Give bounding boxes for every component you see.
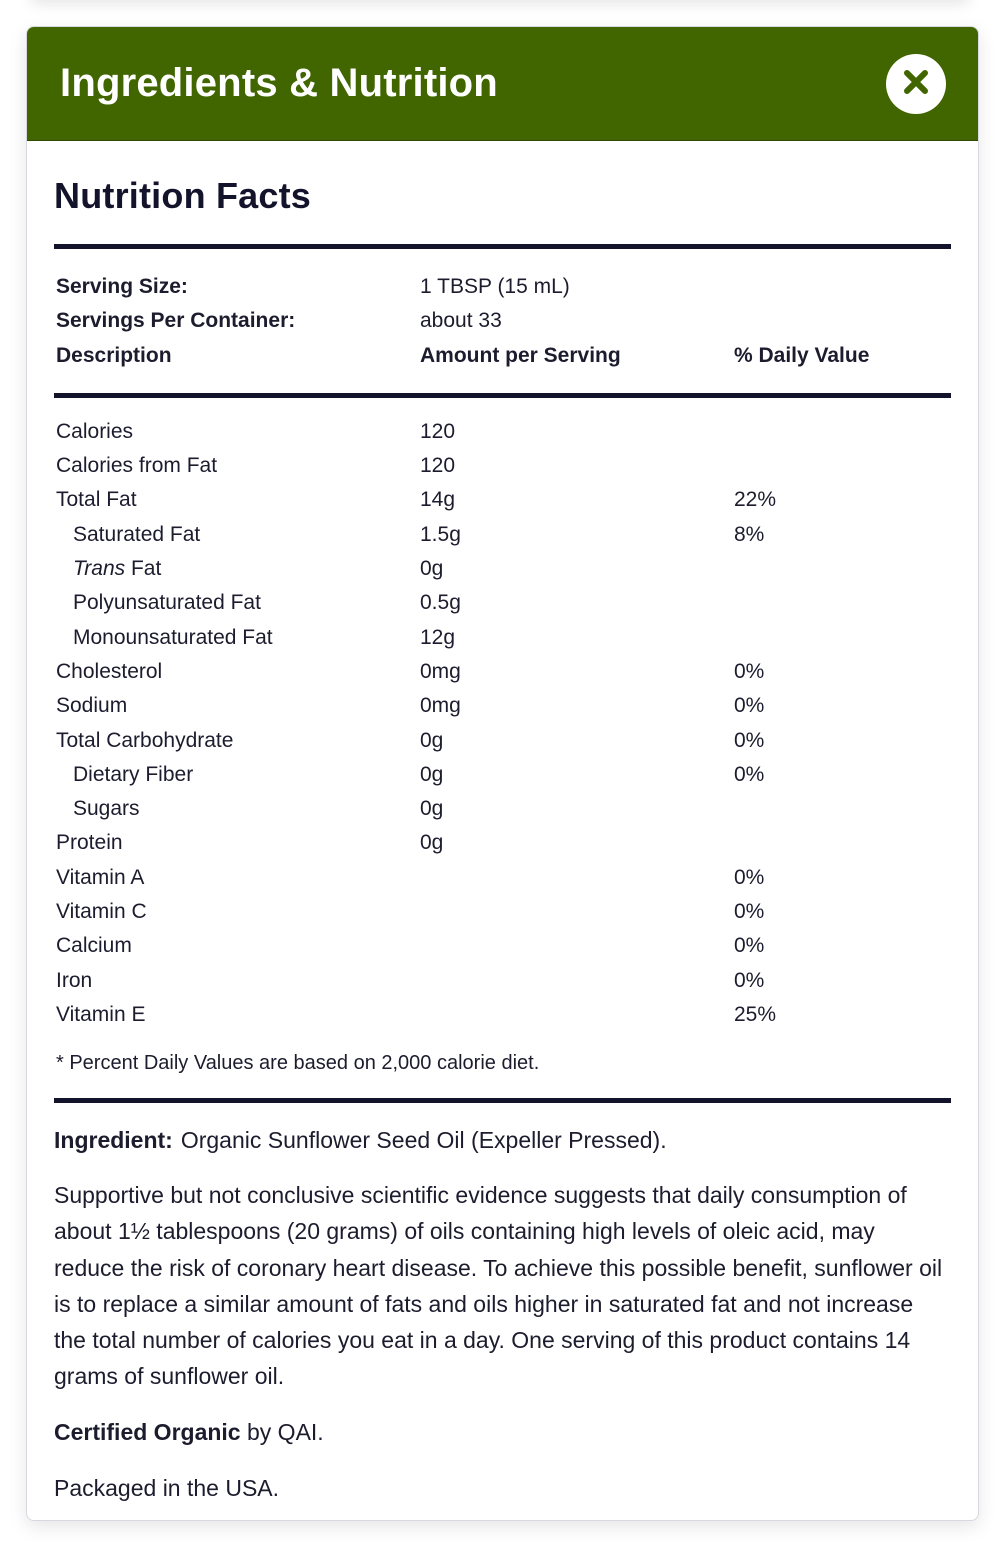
nutrient-amount: 1.5g xyxy=(420,522,461,546)
nutrient-amount: 14g xyxy=(420,488,456,512)
table-row xyxy=(56,449,949,483)
nutrient-dv: 22% xyxy=(734,488,777,512)
nutrient-dv: 0% xyxy=(734,900,765,924)
nutrient-name: Saturated Fat xyxy=(73,522,201,546)
nutrient-dv xyxy=(734,586,949,620)
nutrient-name: Vitamin A xyxy=(56,865,145,889)
nutrient-name: Calories xyxy=(56,419,134,443)
nutrient-dv: 0% xyxy=(734,865,765,889)
nutrient-dv: 0% xyxy=(734,728,765,752)
nutrient-dv xyxy=(734,552,949,586)
ingredient-value: Organic Sunflower Seed Oil (Expeller Pressed). xyxy=(180,1127,667,1154)
nutrient-dv: 0% xyxy=(734,968,765,992)
ingredient-label: Ingredient: xyxy=(54,1127,173,1154)
nutrient-name: Total Fat xyxy=(56,488,137,512)
nutrient-amount: 0.5g xyxy=(420,591,461,615)
table-row xyxy=(56,415,949,449)
nutrient-amount xyxy=(420,964,734,998)
serving-size-value: 1 TBSP (15 mL) xyxy=(420,275,570,298)
nutrient-name-italic: Trans xyxy=(73,557,126,581)
close-x-icon xyxy=(903,69,929,98)
nutrient-name: Monounsaturated Fat xyxy=(73,625,273,649)
nutrient-amount: 0g xyxy=(420,797,444,821)
modal-title: Ingredients & Nutrition xyxy=(60,61,498,105)
nutrient-amount: 0g xyxy=(420,728,444,752)
table-row xyxy=(56,689,949,723)
nutrient-name: Dietary Fiber xyxy=(73,762,194,786)
nutrient-name: Calories from Fat xyxy=(56,454,218,478)
close-button[interactable] xyxy=(886,54,946,114)
nutrient-name: Total Carbohydrate xyxy=(56,728,234,752)
nutrient-dv: 0% xyxy=(734,934,765,958)
column-header-daily-value: % Daily Value xyxy=(734,343,870,367)
servings-per-container-row xyxy=(56,304,949,338)
serving-size-label: Serving Size: xyxy=(56,275,188,298)
nutrient-name: Vitamin C xyxy=(56,900,147,924)
table-row xyxy=(56,792,949,826)
nutrient-table xyxy=(54,398,951,1032)
modal-header xyxy=(27,27,978,141)
nutrient-name: Sugars xyxy=(73,797,140,821)
certification-line xyxy=(54,1414,951,1450)
table-row xyxy=(56,758,949,792)
table-row xyxy=(56,895,949,929)
nutrient-name xyxy=(56,552,420,586)
nutrient-dv xyxy=(734,792,949,826)
nutrient-name-rest: Fat xyxy=(125,557,162,581)
column-header-description: Description xyxy=(56,343,172,367)
nutrient-amount xyxy=(420,861,734,895)
column-header-amount: Amount per Serving xyxy=(420,343,621,367)
nutrient-dv: 0% xyxy=(734,762,765,786)
table-row xyxy=(56,861,949,895)
ingredients-nutrition-modal xyxy=(26,26,979,1521)
nutrient-name: Cholesterol xyxy=(56,659,163,683)
nutrient-dv xyxy=(734,415,949,449)
servings-per-container-label: Servings Per Container: xyxy=(56,309,296,333)
nutrient-name: Calcium xyxy=(56,934,132,958)
nutrition-facts-title: Nutrition Facts xyxy=(54,175,312,216)
nutrient-dv: 0% xyxy=(734,694,765,718)
nutrient-amount: 12g xyxy=(420,625,456,649)
nutrient-name: Iron xyxy=(56,968,93,992)
table-row xyxy=(56,826,949,860)
table-row xyxy=(56,483,949,517)
nutrient-amount xyxy=(420,895,734,929)
nutrient-dv: 8% xyxy=(734,522,765,546)
packaged-in-text: Packaged in the USA. xyxy=(54,1475,280,1502)
nutrient-name: Sodium xyxy=(56,694,128,718)
nutrient-dv: 25% xyxy=(734,1002,777,1026)
nutrient-name: Vitamin E xyxy=(56,1002,146,1026)
column-header-row xyxy=(56,339,949,373)
modal-body xyxy=(27,141,978,1506)
certifier-text: by QAI. xyxy=(240,1419,324,1446)
nutrient-amount: 0g xyxy=(420,557,444,581)
nutrient-amount xyxy=(420,929,734,963)
table-row xyxy=(56,621,949,655)
nutrient-dv xyxy=(734,449,949,483)
nutrient-name: Polyunsaturated Fat xyxy=(73,591,261,615)
serving-info xyxy=(54,249,951,393)
nutrient-amount: 120 xyxy=(420,454,456,478)
health-claim-text: Supportive but not conclusive scientific evidence suggests that daily consumption of about 1½ tablespoons (20 grams) of oils containing high levels of oleic acid, may reduce the risk of coronary heart disease. To achieve this possible benefit, sunflower oil is to replace a similar amount of fats and oils higher in saturated fat and not increase the total number of calories you eat in a day. One serving of this product contains 14 grams of sunflower oil. xyxy=(54,1182,943,1390)
table-row xyxy=(56,552,949,586)
table-row xyxy=(56,929,949,963)
nutrient-dv xyxy=(734,621,949,655)
certified-organic-label: Certified Organic xyxy=(54,1419,241,1446)
table-row xyxy=(56,724,949,758)
nutrient-name: Protein xyxy=(56,831,123,855)
servings-per-container-value: about 33 xyxy=(420,309,502,333)
nutrient-amount: 120 xyxy=(420,419,456,443)
table-row xyxy=(56,998,949,1032)
nutrient-dv xyxy=(734,826,949,860)
table-row xyxy=(56,964,949,998)
daily-value-footnote: * Percent Daily Values are based on 2,000 calorie diet. xyxy=(56,1052,540,1075)
table-row xyxy=(56,518,949,552)
nutrient-amount: 0g xyxy=(420,831,444,855)
nutrient-dv: 0% xyxy=(734,659,765,683)
nutrient-amount: 0g xyxy=(420,762,444,786)
table-row xyxy=(56,655,949,689)
table-row xyxy=(56,586,949,620)
nutrient-amount: 0mg xyxy=(420,659,461,683)
nutrient-amount xyxy=(420,998,734,1032)
serving-size-row xyxy=(56,270,949,304)
divider xyxy=(54,1098,951,1103)
ingredient-line xyxy=(54,1123,951,1157)
nutrient-amount: 0mg xyxy=(420,694,461,718)
